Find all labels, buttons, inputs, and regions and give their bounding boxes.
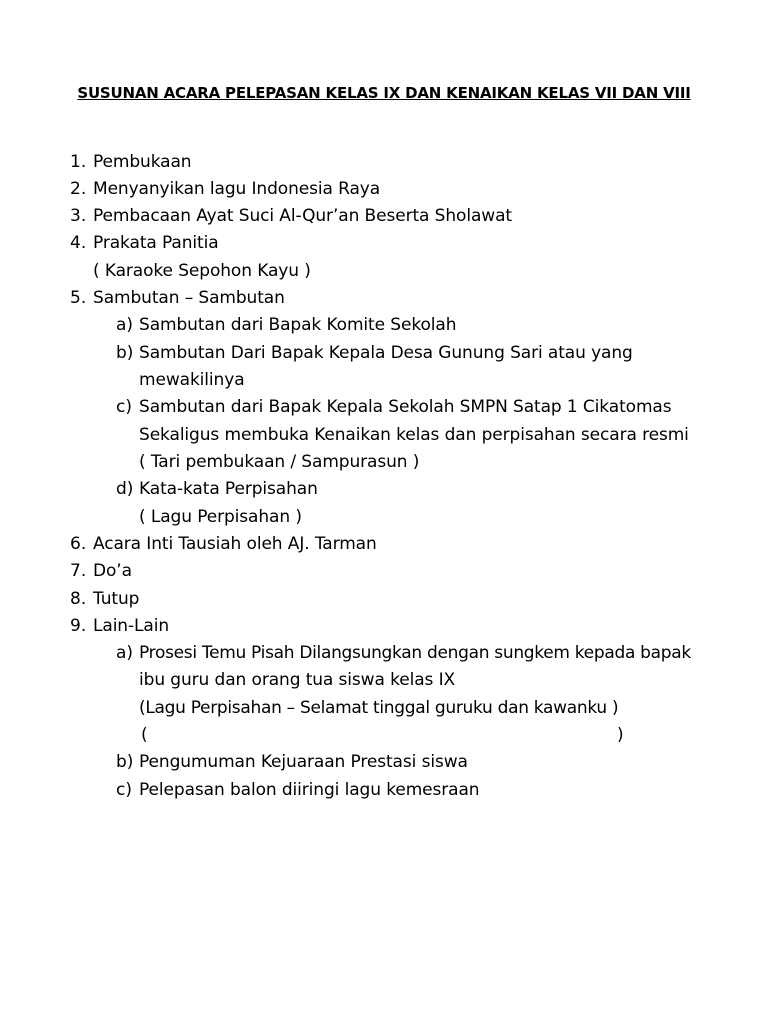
sub-list-item-continuation: ( Lagu Perpisahan ) bbox=[139, 507, 302, 527]
sub-list-item-continuation: Sekaligus membuka Kenaikan kelas dan perpisahan secara resmi bbox=[139, 425, 689, 445]
item-number: 5. bbox=[70, 288, 87, 308]
list-item: Sambutan – Sambutan bbox=[93, 288, 285, 308]
item-number: 9. bbox=[70, 616, 87, 636]
list-item: Acara Inti Tausiah oleh AJ. Tarman bbox=[93, 534, 377, 554]
list-item: Menyanyikan lagu Indonesia Raya bbox=[93, 179, 381, 199]
sub-list-item: Pengumuman Kejuaraan Prestasi siswa bbox=[139, 752, 468, 772]
subitem-letter: d) bbox=[116, 479, 134, 499]
sub-list-item-continuation: ibu guru dan orang tua siswa kelas IX bbox=[139, 670, 456, 690]
list-item: Prakata Panitia bbox=[93, 233, 219, 253]
list-item: Pembacaan Ayat Suci Al-Qur’an Beserta Sholawat bbox=[93, 206, 512, 226]
subitem-letter: b) bbox=[116, 752, 134, 772]
subitem-letter: c) bbox=[116, 397, 132, 417]
item-number: 4. bbox=[70, 233, 87, 253]
list-item: Do’a bbox=[93, 561, 132, 581]
sub-list-item: Pelepasan balon diiringi lagu kemesraan bbox=[139, 780, 480, 800]
item-number: 7. bbox=[70, 561, 87, 581]
item-number: 2. bbox=[70, 179, 87, 199]
item-number: 6. bbox=[70, 534, 87, 554]
close-parenthesis: ) bbox=[617, 725, 624, 745]
sub-list-item-continuation: (Lagu Perpisahan – Selamat tinggal guruku dan kawanku ) bbox=[139, 698, 619, 718]
subitem-letter: a) bbox=[116, 643, 134, 663]
sub-list-item: Sambutan dari Bapak Kepala Sekolah SMPN Satap 1 Cikatomas bbox=[139, 397, 672, 417]
list-item-note: ( Karaoke Sepohon Kayu ) bbox=[93, 261, 311, 281]
page-title: SUSUNAN ACARA PELEPASAN KELAS IX DAN KENAIKAN KELAS VII DAN VIII bbox=[77, 84, 691, 102]
list-item: Tutup bbox=[93, 589, 140, 609]
subitem-letter: c) bbox=[116, 780, 132, 800]
sub-list-item: Kata-kata Perpisahan bbox=[139, 479, 318, 499]
open-parenthesis: ( bbox=[141, 725, 148, 745]
list-item: Pembukaan bbox=[93, 152, 192, 172]
list-item: Lain-Lain bbox=[93, 616, 170, 636]
item-number: 3. bbox=[70, 206, 87, 226]
sub-list-item: Sambutan dari Bapak Komite Sekolah bbox=[139, 315, 457, 335]
subitem-letter: b) bbox=[116, 343, 134, 363]
sub-list-item: Sambutan Dari Bapak Kepala Desa Gunung Sari atau yang bbox=[139, 343, 633, 363]
sub-list-item-continuation: ( Tari pembukaan / Sampurasun ) bbox=[139, 452, 420, 472]
item-number: 1. bbox=[70, 152, 87, 172]
sub-list-item-continuation: mewakilinya bbox=[139, 370, 245, 390]
sub-list-item: Prosesi Temu Pisah Dilangsungkan dengan sungkem kepada bapak bbox=[139, 643, 691, 663]
item-number: 8. bbox=[70, 589, 87, 609]
subitem-letter: a) bbox=[116, 315, 134, 335]
